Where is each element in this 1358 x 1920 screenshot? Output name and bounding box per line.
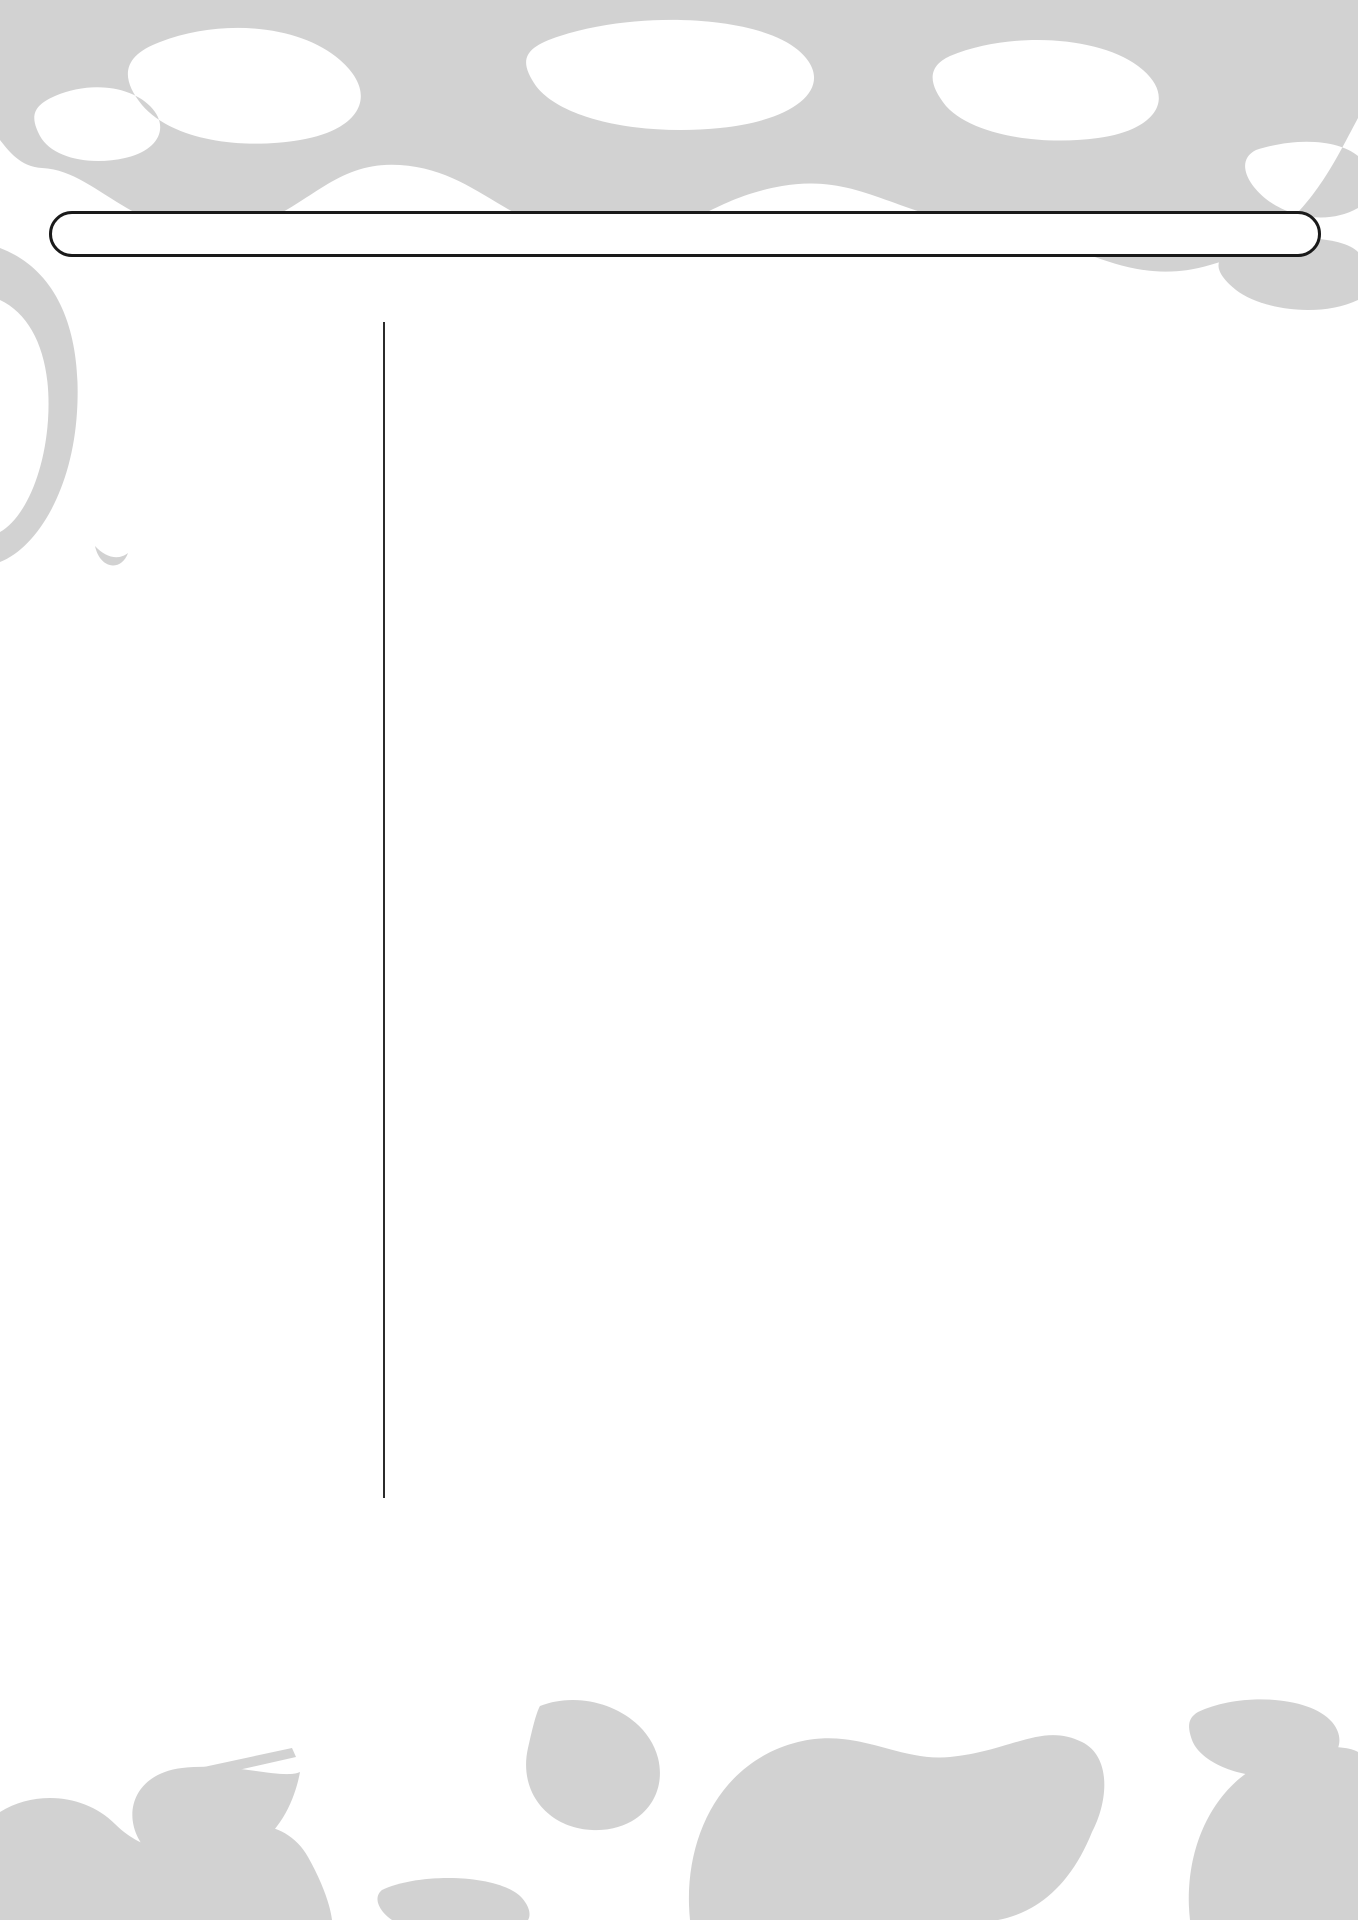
- column-divider: [383, 322, 385, 1498]
- title-banner: [0, 40, 1358, 240]
- name-input-area[interactable]: [182, 214, 942, 254]
- name-date-box: [49, 211, 1321, 257]
- date-input-area[interactable]: [1082, 214, 1302, 254]
